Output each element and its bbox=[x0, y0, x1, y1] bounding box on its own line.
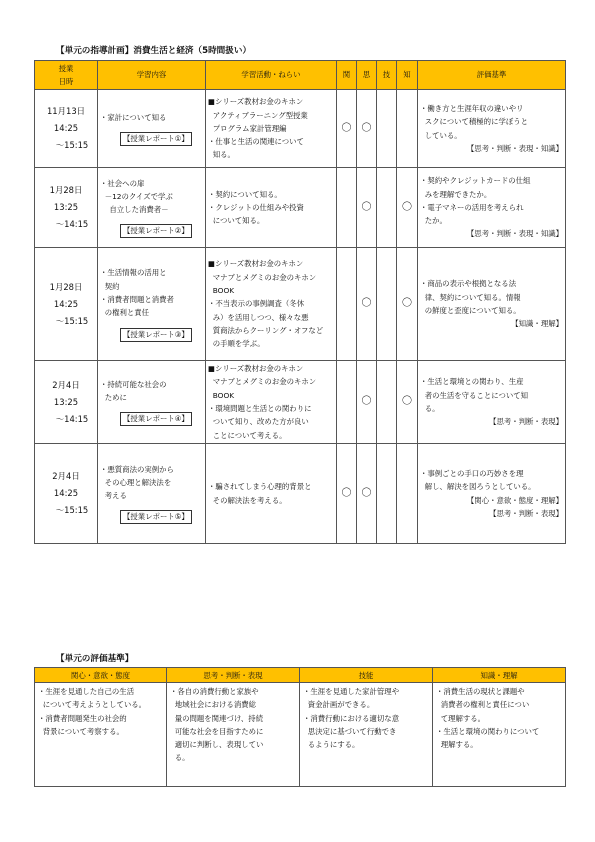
criteria-line: 解し、解決を図ろうとしている。 bbox=[420, 482, 536, 492]
header-gi: 技 bbox=[377, 61, 397, 90]
lesson-content bbox=[98, 90, 206, 168]
table-row bbox=[35, 248, 566, 361]
mark-kan: 〇 bbox=[337, 90, 357, 168]
date-line: 13:25 bbox=[53, 396, 79, 407]
date-line: ～15:15 bbox=[55, 505, 89, 515]
mark-kan bbox=[337, 248, 357, 361]
activity-line: ・騙されてしまう心理的背景と bbox=[208, 482, 312, 492]
content-line: ・家計について知る bbox=[100, 112, 167, 122]
activity-line: BOOK bbox=[208, 390, 235, 400]
criteria-line: スクについて積極的に学ぼうと bbox=[420, 117, 529, 127]
activity-line: ・契約について知る。 bbox=[208, 189, 282, 199]
lesson-date bbox=[35, 90, 98, 168]
mark-gi bbox=[377, 90, 397, 168]
lesson-content bbox=[98, 168, 206, 248]
lesson-date bbox=[35, 248, 98, 361]
activity-line: BOOK bbox=[208, 286, 235, 296]
criteria-line: 者の生活を守ることについて知 bbox=[420, 390, 529, 400]
lesson-activity bbox=[206, 361, 337, 444]
date-line: ～14:15 bbox=[55, 219, 89, 229]
eval-line: 消費者の権利と責任につい bbox=[436, 700, 530, 710]
eval-line: ・生涯を見通した自己の生活 bbox=[38, 687, 135, 696]
content-line: ・生活情報の活用と bbox=[100, 268, 167, 278]
date-line: 2月4日 bbox=[52, 471, 80, 481]
eval-header-thinking: 思考・判断・表現 bbox=[167, 668, 300, 683]
lesson-criteria bbox=[418, 361, 566, 444]
eval-cell-interest bbox=[35, 683, 167, 787]
activity-line: ついて知り、改めた方が良い bbox=[208, 417, 309, 427]
eval-cell-knowledge bbox=[433, 683, 566, 787]
mark-kan: 〇 bbox=[337, 444, 357, 544]
mark-kan bbox=[337, 168, 357, 248]
content-line: ・消費者問題と消費者 bbox=[100, 295, 174, 304]
lesson-activity bbox=[206, 90, 337, 168]
evaluation-table bbox=[34, 667, 566, 787]
activity-line: 質商法からクーリング・オフなど bbox=[208, 325, 324, 335]
content-line: 自立した消費者－ bbox=[100, 205, 169, 215]
eval-line: ・消費行動における適切な意 bbox=[303, 713, 400, 723]
date-line: 2月4日 bbox=[52, 379, 80, 390]
lesson-date bbox=[35, 444, 98, 544]
criteria-eval: 【知識・理解】 bbox=[511, 319, 563, 329]
mark-gi bbox=[377, 248, 397, 361]
header-criteria: 評価基準 bbox=[418, 61, 566, 90]
activity-line: み）を活用しつつ、様々な悪 bbox=[208, 312, 309, 322]
lesson-criteria bbox=[418, 168, 566, 248]
activity-line: ■シリーズ教材お金のキホン bbox=[208, 97, 304, 107]
eval-row bbox=[35, 683, 566, 787]
lesson-activity bbox=[206, 168, 337, 248]
eval-line: ・生涯を見通した家計管理や bbox=[303, 687, 400, 696]
activity-line: マナブとメグミのお金のキホン bbox=[208, 377, 317, 387]
activity-line: その解決法を考える。 bbox=[208, 495, 287, 505]
lesson-date bbox=[35, 361, 98, 444]
eval-title: 【単元の評価基準】 bbox=[56, 654, 134, 664]
eval-line: 地域社会における消費総 bbox=[170, 700, 256, 710]
header-shi: 思 bbox=[357, 61, 377, 90]
report-label: 【授業レポート①】 bbox=[120, 132, 192, 146]
table-row bbox=[35, 168, 566, 248]
mark-chi bbox=[397, 90, 418, 168]
criteria-line: している。 bbox=[420, 130, 462, 140]
activity-line: アクティブラーニング型授業 bbox=[208, 110, 308, 120]
criteria-line: ・商品の表示や根拠となる法 bbox=[420, 279, 517, 289]
plan-title: 【単元の指導計画】消費生活と経済（5時間扱い） bbox=[56, 46, 252, 56]
criteria-line: ・事例ごとの手口の巧妙さを理 bbox=[420, 468, 524, 478]
lesson-plan-table bbox=[34, 60, 566, 544]
criteria-eval: 【思考・判断・表現・知識】 bbox=[466, 143, 563, 153]
eval-header-knowledge: 知識・理解 bbox=[433, 668, 566, 683]
criteria-eval: 【思考・判断・表現・知識】 bbox=[466, 229, 563, 239]
eval-cell-thinking bbox=[167, 683, 300, 787]
criteria-line: ・生活と環境との関わり、生産 bbox=[420, 377, 524, 387]
eval-line: ・各自の消費行動と家族や bbox=[170, 687, 259, 696]
eval-cell-skill bbox=[300, 683, 433, 787]
mark-gi bbox=[377, 444, 397, 544]
mark-chi: 〇 bbox=[397, 361, 418, 444]
header-date: 授業 日時 bbox=[35, 61, 98, 90]
mark-shi: 〇 bbox=[357, 444, 377, 544]
report-label: 【授業レポート⑤】 bbox=[120, 510, 192, 524]
mark-gi bbox=[377, 361, 397, 444]
eval-line: ・消費者問題発生の社会的 bbox=[38, 713, 127, 723]
content-line: の権利と責任 bbox=[100, 308, 150, 318]
content-line: 考える bbox=[100, 491, 127, 501]
criteria-line: の鮮度と歪度について知る。 bbox=[420, 306, 521, 315]
mark-shi: 〇 bbox=[357, 168, 377, 248]
eval-line: て理解する。 bbox=[436, 713, 486, 723]
criteria-line: ・働き方と生涯年収の違いやリ bbox=[420, 103, 524, 113]
date-line: 14:25 bbox=[53, 123, 79, 133]
date-line: ～15:15 bbox=[55, 140, 89, 150]
lesson-date bbox=[35, 168, 98, 248]
content-line: 契約 bbox=[100, 281, 120, 291]
content-line: ・社会への扉 bbox=[100, 178, 145, 188]
criteria-line: ・契約やクレジットカードの仕組 bbox=[420, 176, 531, 186]
eval-line: る。 bbox=[170, 753, 190, 763]
criteria-eval: 【思考・判断・表現】 bbox=[489, 508, 563, 518]
criteria-line: る。 bbox=[420, 404, 440, 413]
lesson-content bbox=[98, 444, 206, 544]
lesson-activity bbox=[206, 248, 337, 361]
date-line: 1月28日 bbox=[49, 185, 83, 195]
eval-line: ・生活と環境の関わりについて bbox=[436, 726, 540, 736]
mark-chi: 〇 bbox=[397, 168, 418, 248]
activity-line: 知る。 bbox=[208, 150, 235, 160]
mark-chi bbox=[397, 444, 418, 544]
criteria-eval: 【関心・意欲・態度・理解】 bbox=[466, 495, 563, 505]
date-line: ～14:15 bbox=[55, 413, 89, 424]
activity-line: ことについて考える。 bbox=[208, 430, 287, 440]
table-row bbox=[35, 90, 566, 168]
table-row bbox=[35, 361, 566, 444]
lesson-activity bbox=[206, 444, 337, 544]
activity-line: ■シリーズ教材お金のキホン bbox=[208, 364, 304, 374]
header-content: 学習内容 bbox=[98, 61, 206, 90]
eval-header-interest: 関心・意欲・態度 bbox=[35, 668, 167, 683]
date-line: 14:25 bbox=[53, 488, 79, 498]
lesson-criteria bbox=[418, 444, 566, 544]
activity-line: ・クレジットの仕組みや投資 bbox=[208, 202, 304, 212]
mark-kan bbox=[337, 361, 357, 444]
lesson-content bbox=[98, 248, 206, 361]
eval-line: ・消費生活の現状と課題や bbox=[436, 687, 525, 696]
mark-shi: 〇 bbox=[357, 248, 377, 361]
date-line: ～15:15 bbox=[55, 315, 89, 326]
plan-header-row bbox=[35, 61, 566, 90]
eval-line: 思決定に基づいて行動でき bbox=[303, 726, 397, 736]
activity-line: マナブとメグミのお金のキホン bbox=[208, 272, 317, 282]
date-line: 13:25 bbox=[53, 202, 79, 212]
content-line: ために bbox=[100, 393, 127, 402]
content-line: ・持続可能な社会の bbox=[100, 379, 167, 389]
table-row bbox=[35, 444, 566, 544]
activity-line: の手順を学ぶ。 bbox=[208, 339, 265, 349]
eval-line: るようにする。 bbox=[303, 740, 360, 750]
eval-header-skill: 技能 bbox=[300, 668, 433, 683]
report-label: 【授業レポート③】 bbox=[120, 328, 192, 342]
lesson-criteria bbox=[418, 90, 566, 168]
eval-line: について考えようとしている。 bbox=[38, 700, 147, 710]
header-kan: 関 bbox=[337, 61, 357, 90]
content-line: －12のクイズで学ぶ bbox=[100, 191, 173, 201]
eval-line: 背景について考察する。 bbox=[38, 726, 124, 736]
date-line: 14:25 bbox=[53, 298, 79, 309]
activity-line: ・仕事と生活の関連について bbox=[208, 137, 304, 147]
eval-line: 適切に判断し、表現してい bbox=[170, 740, 264, 750]
criteria-line: みを理解できたか。 bbox=[420, 189, 492, 199]
mark-gi bbox=[377, 168, 397, 248]
date-line: 1月28日 bbox=[49, 281, 83, 292]
lesson-criteria bbox=[418, 248, 566, 361]
eval-line: 可能な社会を目指すために bbox=[170, 726, 264, 736]
eval-line: 量の問題を関連づけ、持続 bbox=[170, 713, 264, 723]
activity-line: ■シリーズ教材お金のキホン bbox=[208, 259, 304, 269]
activity-line: プログラム家計管理編 bbox=[208, 123, 287, 133]
report-label: 【授業レポート④】 bbox=[120, 412, 192, 426]
criteria-eval: 【思考・判断・表現】 bbox=[489, 417, 563, 427]
date-line: 11月13日 bbox=[46, 106, 86, 116]
criteria-line: 律、契約について知る。情報 bbox=[420, 292, 521, 302]
report-label: 【授業レポート②】 bbox=[120, 224, 192, 238]
mark-chi: 〇 bbox=[397, 248, 418, 361]
activity-line: について知る。 bbox=[208, 216, 265, 226]
criteria-line: ・電子マネーの活用を考えられ bbox=[420, 202, 524, 212]
lesson-content bbox=[98, 361, 206, 444]
eval-line: 資金計画ができる。 bbox=[303, 700, 375, 710]
mark-shi: 〇 bbox=[357, 361, 377, 444]
activity-line: ・環境問題と生活との関わりに bbox=[208, 404, 312, 413]
content-line: ・悪質商法の実例から bbox=[100, 464, 174, 474]
content-line: その心理と解決法を bbox=[100, 477, 172, 487]
eval-header-row bbox=[35, 668, 566, 683]
criteria-line: たか。 bbox=[420, 216, 447, 226]
mark-shi: 〇 bbox=[357, 90, 377, 168]
header-activity: 学習活動・ねらい bbox=[206, 61, 337, 90]
eval-line: 理解する。 bbox=[436, 740, 478, 750]
activity-line: ・不当表示の事例調査（冬休 bbox=[208, 299, 305, 309]
header-chi: 知 bbox=[397, 61, 418, 90]
